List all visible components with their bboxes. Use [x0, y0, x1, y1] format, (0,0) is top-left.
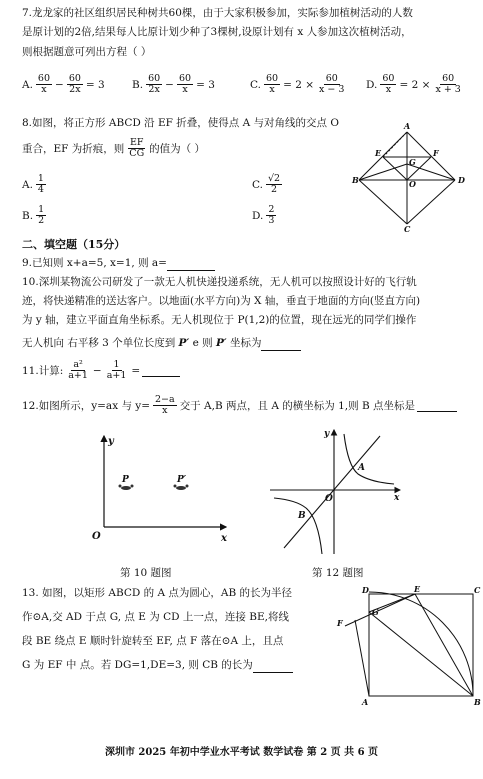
q13-line4: G 为 EF 中 点。若 DG=1,DE=3, 则 CB 的长为: [22, 658, 293, 673]
q12-answer-blank: [417, 399, 457, 412]
q8-option-d: D. $\frac{2}{3}$: [252, 204, 275, 226]
q13-rectangle-figure: [335, 586, 480, 708]
q13-label-a: A: [362, 697, 369, 707]
fig10-coordinate-plane: [84, 432, 234, 544]
q11-answer-blank: [142, 364, 180, 377]
fig12-x-label: x: [394, 493, 400, 503]
q7-option-d: D. $\frac{60}{x}$ = 2 × $\frac{60}{x + 3}$: [366, 73, 461, 95]
fig10-x-label: x: [221, 533, 227, 544]
fig12-a-label: A: [358, 463, 365, 473]
q13-answer-blank: [253, 658, 293, 673]
fig10-p-label: P: [122, 475, 129, 485]
q8-line1: 8.如图，将正方形 ABCD 沿 EF 折叠，使得点 A 与对角线的交点 O: [22, 117, 339, 129]
q9-answer-blank: [167, 256, 215, 271]
q10-line2: 迹，将快递精准的送达客户。以地面(水平方向)为 X 轴，垂直于地面的方向(竖直方向): [22, 295, 421, 307]
q13-line1: 13. 如图，以矩形 ABCD 的 A 点为圆心，AB 的长为半径: [22, 587, 293, 599]
q10-line3: 为 y 轴，建立平面直角坐标系。无人机现位于 P(1,2)的位置，现在远光的同学们操作: [22, 314, 417, 326]
fig12-b-label: B: [298, 511, 306, 521]
q13-label-g: G: [372, 607, 379, 617]
fig12-caption: 第 12 题图: [312, 567, 364, 579]
q8-option-b: B. $\frac{1}{2}$: [22, 204, 45, 226]
fig12-origin: O: [325, 494, 333, 504]
q10-answer-blank: [261, 336, 301, 351]
q8-label-d: D: [458, 175, 465, 185]
q7-option-c: C. $\frac{60}{x}$ = 2 × $\frac{60}{x - 3}$: [250, 73, 345, 95]
fig10-y-label: y: [108, 436, 114, 447]
q12-text: 12.如图所示，y=ax 与 y= $\frac{2-a}{x}$ 交于 A,B 两点，且 A 的横坐标为 1,则 B 点坐标是: [22, 395, 457, 416]
q8-label-a: A: [404, 121, 411, 131]
fig10-origin: O: [92, 531, 101, 542]
fig10-drone-icons: [119, 485, 189, 491]
q9-text: 9.已知则 x+a=5, x=1, 则 a=: [22, 256, 215, 271]
fig10-pprime-label: P′: [177, 475, 187, 485]
q7-option-b: B. $\frac{60}{2x}$ − $\frac{60}{x}$ = 3: [132, 73, 215, 95]
q8-label-g: G: [409, 157, 416, 167]
q13-line3: 段 BE 绕点 E 顺时针旋转至 EF, 点 F 落在⊙A 上，且点: [22, 635, 284, 647]
section-title: 二、填空题（15分）: [22, 238, 126, 251]
q7-line2: 是原计划的2倍,结果每人比原计划少种了3棵树,设原计划有 x 人参加这次植树活动，: [22, 26, 412, 38]
q13-line2: 作⊙A,交 AD 于点 G, 点 E 为 CD 上一点，连接 BE,将线: [22, 611, 289, 623]
q13-label-b: B: [474, 697, 481, 707]
fig12-graph: [262, 426, 407, 561]
q11-expression: 11.计算: $\frac{\text{a²}}{a+1}$ − $\frac{1}{a+1}$ =: [22, 360, 180, 381]
q8-label-e: E: [375, 148, 382, 158]
q13-label-e: E: [414, 584, 421, 594]
q13-label-f: F: [337, 618, 343, 628]
page-footer: 深圳市 2025 年初中学业水平考试 数学试卷 第 2 页 共 6 页: [104, 747, 379, 758]
q10-line1: 10.深圳某物流公司研发了一款无人机快递投递系统，无人机可以按照设计好的飞行轨: [22, 276, 417, 288]
q7-line1: 7.龙龙家的社区组织居民种树共60棵，由于大家积极参加，实际参加植树活动的人数: [22, 7, 413, 19]
q8-option-a: A. $\frac{1}{4}$: [22, 173, 44, 195]
q8-label-o: O: [409, 179, 416, 189]
fig12-y-label: y: [324, 429, 330, 439]
q8-label-c: C: [404, 224, 411, 234]
q13-label-c: C: [474, 585, 481, 595]
q8-label-b: B: [352, 175, 359, 185]
q7-option-a: A. $\frac{60}{x}$ − $\frac{60}{2x}$ = 3: [22, 73, 105, 95]
fig10-caption: 第 10 题图: [120, 567, 172, 579]
q8-square-figure: [352, 120, 472, 232]
q8-option-c: C. $\frac{√2}{2}$: [252, 173, 281, 195]
q8-label-f: F: [433, 148, 439, 158]
q13-label-d: D: [362, 585, 369, 595]
q8-line2: 重合，EF 为折痕，则 $\frac{EF}{CG}$ 的值为（ ）: [22, 137, 205, 159]
q10-line4: 无人机向 右平移 3 个单位长度到 P′ e 则 P′ 坐标为: [22, 336, 301, 351]
q7-line3: 则根据题意可列出方程（ ）: [22, 46, 152, 58]
